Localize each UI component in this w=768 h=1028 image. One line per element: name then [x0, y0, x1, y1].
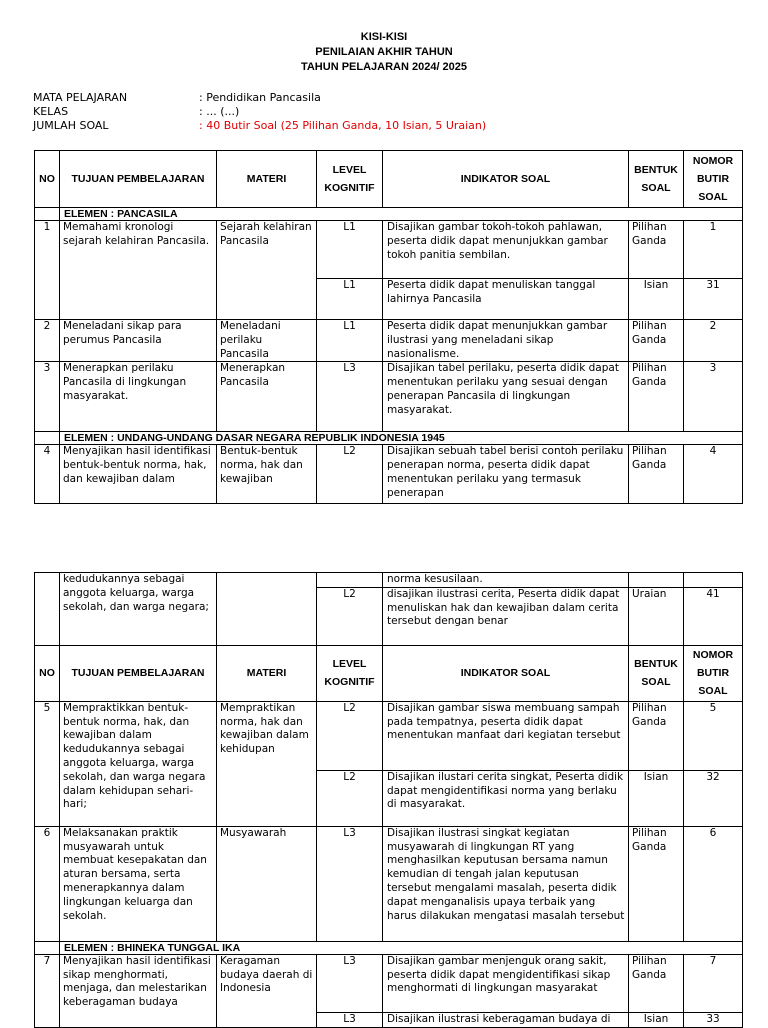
- indikator-cell: norma kesusilaan.: [383, 573, 629, 588]
- meta-value: : Pendidikan Pancasila: [199, 91, 321, 104]
- nomor-cell: 32: [684, 770, 743, 826]
- table-row: [35, 221, 743, 279]
- materi-cell: Menerapkan Pancasila: [217, 362, 317, 432]
- tujuan-cell: Memahami kronologi sejarah kelahiran Pancasila.: [60, 221, 217, 320]
- materi-cell: Keragaman budaya daerah di Indonesia: [217, 954, 317, 1027]
- element-label: ELEMEN : BHINEKA TUNGGAL IKA: [60, 941, 743, 954]
- meta-row: [33, 119, 486, 133]
- heading-line-1: KISI-KISI: [360, 31, 408, 43]
- materi-cell: Musyawarah: [217, 826, 317, 941]
- indikator-cell: Disajikan gambar tokoh-tokoh pahlawan, peserta didik dapat menunjukkan gambar tokoh panitia sembilan.: [383, 221, 629, 279]
- level-cell: L2: [317, 701, 383, 770]
- table-row: [35, 826, 743, 941]
- header-indikator: INDIKATOR SOAL: [383, 151, 629, 208]
- row-number: 4: [35, 445, 60, 504]
- nomor-cell: 4: [684, 445, 743, 504]
- nomor-cell: 7: [684, 954, 743, 1012]
- tujuan-cell: Menyajikan hasil identifikasi sikap menghormati, menjaga, dan melestarikan keberagaman budaya: [60, 954, 217, 1027]
- header-level: LEVEL KOGNITIF: [317, 645, 383, 701]
- header-tujuan: TUJUAN PEMBELAJARAN: [60, 151, 217, 208]
- bentuk-cell: Pilihan Ganda: [629, 826, 684, 941]
- header-bentuk: BENTUK SOAL: [629, 151, 684, 208]
- meta-value: : 40 Butir Soal (25 Pilihan Ganda, 10 Isian, 5 Uraian): [199, 119, 487, 132]
- tujuan-cell: Melaksanakan praktik musyawarah untuk membuat kesepakatan dan aturan bersama, serta menerapkannya dalam lingkungan keluarga dan sekolah.: [60, 826, 217, 941]
- header-bentuk: BENTUK SOAL: [629, 645, 684, 701]
- element-label: ELEMEN : UNDANG-UNDANG DASAR NEGARA REPUBLIK INDONESIA 1945: [60, 432, 743, 445]
- row-number: 7: [35, 954, 60, 1027]
- bentuk-cell: Isian: [629, 279, 684, 320]
- level-cell: L2: [317, 587, 383, 645]
- table-row: [35, 573, 743, 588]
- header-nomor: NOMOR BUTIR SOAL: [684, 151, 743, 208]
- kisi-kisi-table-part-2: [34, 572, 743, 1028]
- header-row: [35, 151, 743, 208]
- level-cell: L3: [317, 826, 383, 941]
- header-materi: MATERI: [217, 151, 317, 208]
- bentuk-cell: Pilihan Ganda: [629, 445, 684, 504]
- bentuk-cell: Pilihan Ganda: [629, 320, 684, 362]
- tujuan-cell: Meneladani sikap para perumus Pancasila: [60, 320, 217, 362]
- tujuan-cell: Mempraktikkan bentuk-bentuk norma, hak, dan kewajiban dalam kedudukannya sebagai anggota keluarga, warga sekolah, dan warga negara dalam kehidupan sehari-hari;: [60, 701, 217, 826]
- materi-cell: Meneladani perilaku Pancasila: [217, 320, 317, 362]
- bentuk-cell: Pilihan Ganda: [629, 362, 684, 432]
- bentuk-cell: Isian: [629, 770, 684, 826]
- row-number: 2: [35, 320, 60, 362]
- header-tujuan: TUJUAN PEMBELAJARAN: [60, 645, 217, 701]
- indikator-cell: Peserta didik dapat menunjukkan gambar ilustrasi yang meneladani sikap nasionalisme.: [383, 320, 629, 362]
- materi-cell: Sejarah kelahiran Pancasila: [217, 221, 317, 320]
- meta-key: MATA PELAJARAN: [33, 91, 128, 104]
- meta-key: KELAS: [33, 105, 69, 118]
- indikator-cell: Disajikan gambar menjenguk orang sakit, peserta didik dapat mengidentifikasi sikap menghormati di lingkungan masyarakat: [383, 954, 629, 1012]
- materi-cell: Mempraktikan norma, hak dan kewajiban dalam kehidupan: [217, 701, 317, 826]
- nomor-cell: 5: [684, 701, 743, 770]
- header-nomor: NOMOR BUTIR SOAL: [684, 645, 743, 701]
- indikator-cell: Disajikan ilustari cerita singkat, Peserta didik dapat mengidentifikasi norma yang berlaku di masyarakat.: [383, 770, 629, 826]
- header-row: [35, 645, 743, 701]
- element-row: [35, 941, 743, 954]
- table-row: [35, 362, 743, 432]
- bentuk-cell: Isian: [629, 1012, 684, 1027]
- bentuk-cell: Pilihan Ganda: [629, 701, 684, 770]
- level-cell: L3: [317, 954, 383, 1012]
- tujuan-cell: Menyajikan hasil identifikasi bentuk-bentuk norma, hak, dan kewajiban dalam: [60, 445, 217, 504]
- bentuk-cell: Pilihan Ganda: [629, 954, 684, 1012]
- indikator-cell: Disajikan sebuah tabel berisi contoh perilaku penerapan norma, peserta didik dapat menentukan perilaku yang termasuk penerapan: [383, 445, 629, 504]
- bentuk-cell: Uraian: [629, 587, 684, 645]
- nomor-cell: 6: [684, 826, 743, 941]
- indikator-cell: Peserta didik dapat menuliskan tanggal lahirnya Pancasila: [383, 279, 629, 320]
- header-indikator: INDIKATOR SOAL: [383, 645, 629, 701]
- meta-key: JUMLAH SOAL: [33, 119, 109, 132]
- header-materi: MATERI: [217, 645, 317, 701]
- level-cell: L2: [317, 445, 383, 504]
- indikator-cell: Disajikan ilustrasi singkat kegiatan musyawarah di lingkungan RT yang menghasilkan keputusan bersama namun kemudian di tengah jalan keputusan tersebut mengalami masalah, peserta didik dapat menganalisis upaya terbaik yang harus dilakukan mengatasi masalah tersebut: [383, 826, 629, 941]
- table-row: [35, 320, 743, 362]
- header-level: LEVEL KOGNITIF: [317, 151, 383, 208]
- meta-row: [33, 105, 486, 119]
- bentuk-cell: Pilihan Ganda: [629, 221, 684, 279]
- heading-line-3: TAHUN PELAJARAN 2024/ 2025: [300, 61, 468, 73]
- row-number: 3: [35, 362, 60, 432]
- level-cell: L1: [317, 279, 383, 320]
- indikator-cell: Disajikan gambar siswa membuang sampah pada tempatnya, peserta didik dapat menentukan manfaat dari kegiatan tersebut: [383, 701, 629, 770]
- tujuan-cell: kedudukannya sebagai anggota keluarga, warga sekolah, dan warga negara;: [60, 573, 217, 646]
- element-label: ELEMEN : PANCASILA: [60, 208, 743, 221]
- nomor-cell: 33: [684, 1012, 743, 1027]
- indikator-cell: Disajikan ilustrasi keberagaman budaya di: [383, 1012, 629, 1027]
- element-row: [35, 208, 743, 221]
- nomor-cell: 3: [684, 362, 743, 432]
- table-row: [35, 445, 743, 504]
- table-row: [35, 701, 743, 770]
- level-cell: L2: [317, 770, 383, 826]
- table-row: [35, 954, 743, 1012]
- row-number: 1: [35, 221, 60, 320]
- level-cell: L3: [317, 1012, 383, 1027]
- level-cell: L3: [317, 362, 383, 432]
- header-no: NO: [35, 151, 60, 208]
- nomor-cell: 1: [684, 221, 743, 279]
- indikator-cell: disajikan ilustrasi cerita, Peserta didik dapat menuliskan hak dan kewajiban dalam cerita tersebut dengan benar: [383, 587, 629, 645]
- row-number: 5: [35, 701, 60, 826]
- level-cell: L1: [317, 221, 383, 279]
- document-heading: [0, 30, 768, 75]
- nomor-cell: 31: [684, 279, 743, 320]
- element-row: [35, 432, 743, 445]
- meta-info: [33, 91, 486, 133]
- nomor-cell: 41: [684, 587, 743, 645]
- meta-value: : ... (...): [199, 105, 240, 118]
- header-no: NO: [35, 645, 60, 701]
- nomor-cell: 2: [684, 320, 743, 362]
- row-number: 6: [35, 826, 60, 941]
- meta-row: [33, 91, 486, 105]
- tujuan-cell: Menerapkan perilaku Pancasila di lingkungan masyarakat.: [60, 362, 217, 432]
- indikator-cell: Disajikan tabel perilaku, peserta didik dapat menentukan perilaku yang sesuai dengan penerapan Pancasila di lingkungan masyarakat.: [383, 362, 629, 432]
- kisi-kisi-table-part-1: [34, 150, 743, 504]
- materi-cell: Bentuk-bentuk norma, hak dan kewajiban: [217, 445, 317, 504]
- level-cell: L1: [317, 320, 383, 362]
- heading-line-2: PENILAIAN AKHIR TAHUN: [315, 46, 453, 58]
